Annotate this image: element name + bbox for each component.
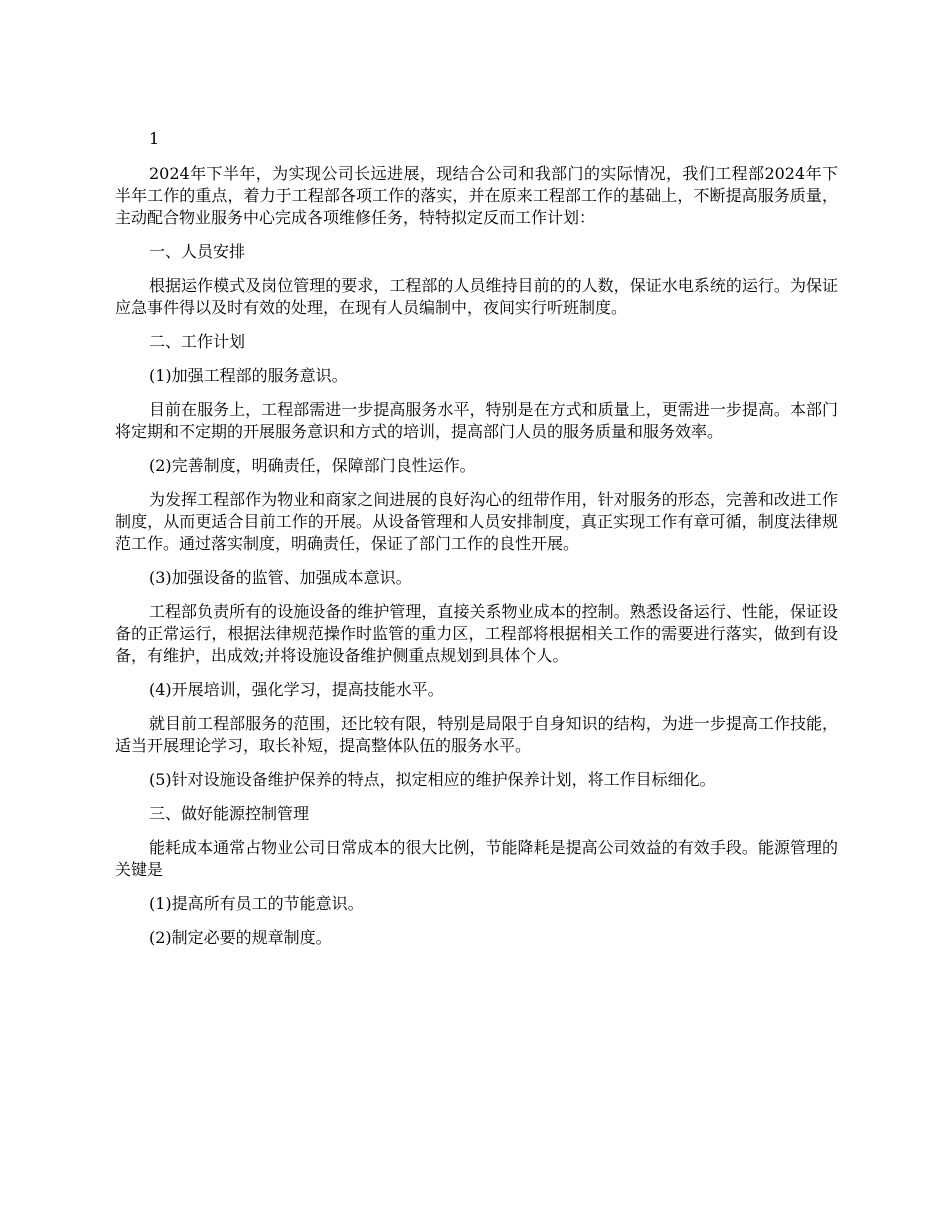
page-number: 1 bbox=[149, 129, 160, 148]
subheading-maintenance-plan: (5)针对设施设备维护保养的特点，拟定相应的维护保养计划，将工作目标细化。 bbox=[149, 770, 716, 789]
section-heading-work-plan: 二、工作计划 bbox=[149, 332, 246, 351]
energy-item-regulations: (2)制定必要的规章制度。 bbox=[149, 928, 332, 947]
training-paragraph: 就目前工程部服务的范围，还比较有限，特别是局限于自身知识的结构，为进一步提高工作技能，适当开展理论学习，取长补短，提高整体队伍的服务水平。 bbox=[115, 714, 838, 755]
energy-item-awareness: (1)提高所有员工的节能意识。 bbox=[149, 894, 364, 913]
section-heading-energy: 三、做好能源控制管理 bbox=[149, 804, 310, 823]
subheading-training: (4)开展培训，强化学习，提高技能水平。 bbox=[149, 680, 444, 699]
energy-paragraph: 能耗成本通常占物业公司日常成本的很大比例，节能降耗是提高公司效益的有效手段。能源管理的关键是 bbox=[115, 838, 838, 879]
subheading-improve-system: (2)完善制度，明确责任，保障部门良性运作。 bbox=[149, 456, 476, 475]
service-awareness-paragraph: 目前在服务上，工程部需进一步提高服务水平，特别是在方式和质量上，更需进一步提高。本部门将定期和不定期的开展服务意识和方式的培训，提高部门人员的服务质量和服务效率。 bbox=[115, 400, 838, 441]
staffing-paragraph: 根据运作模式及岗位管理的要求，工程部的人员维持目前的的人数，保证水电系统的运行。为保证应急事件得以及时有效的处理，在现有人员编制中，夜间实行听班制度。 bbox=[115, 276, 838, 317]
intro-paragraph: 2024年下半年，为实现公司长远进展，现结合公司和我部门的实际情况，我们工程部2024年下半年工作的重点，着力于工程部各项工作的落实，并在原来工程部工作的基础上，不断提高服务质量，主动配合物业服务中心完成各项维修任务，特特拟定反而工作计划： bbox=[115, 164, 838, 227]
subheading-equipment-supervision: (3)加强设备的监管、加强成本意识。 bbox=[149, 568, 412, 587]
section-heading-staffing: 一、人员安排 bbox=[149, 242, 246, 261]
subheading-service-awareness: (1)加强工程部的服务意识。 bbox=[149, 366, 348, 385]
improve-system-paragraph: 为发挥工程部作为物业和商家之间进展的良好沟心的纽带作用，针对服务的形态，完善和改进工作制度，从而更适合目前工作的开展。从设备管理和人员安排制度，真正实现工作有章可循，制度法律规范工作。通过落实制度，明确责任，保证了部门工作的良性开展。 bbox=[115, 490, 838, 553]
equipment-supervision-paragraph: 工程部负责所有的设施设备的维护管理，直接关系物业成本的控制。熟悉设备运行、性能，保证设备的正常运行，根据法律规范操作时监管的重力区，工程部将根据相关工作的需要进行落实，做到有设备，有维护，出成效;并将设施设备维护侧重点规划到具体个人。 bbox=[115, 602, 838, 665]
